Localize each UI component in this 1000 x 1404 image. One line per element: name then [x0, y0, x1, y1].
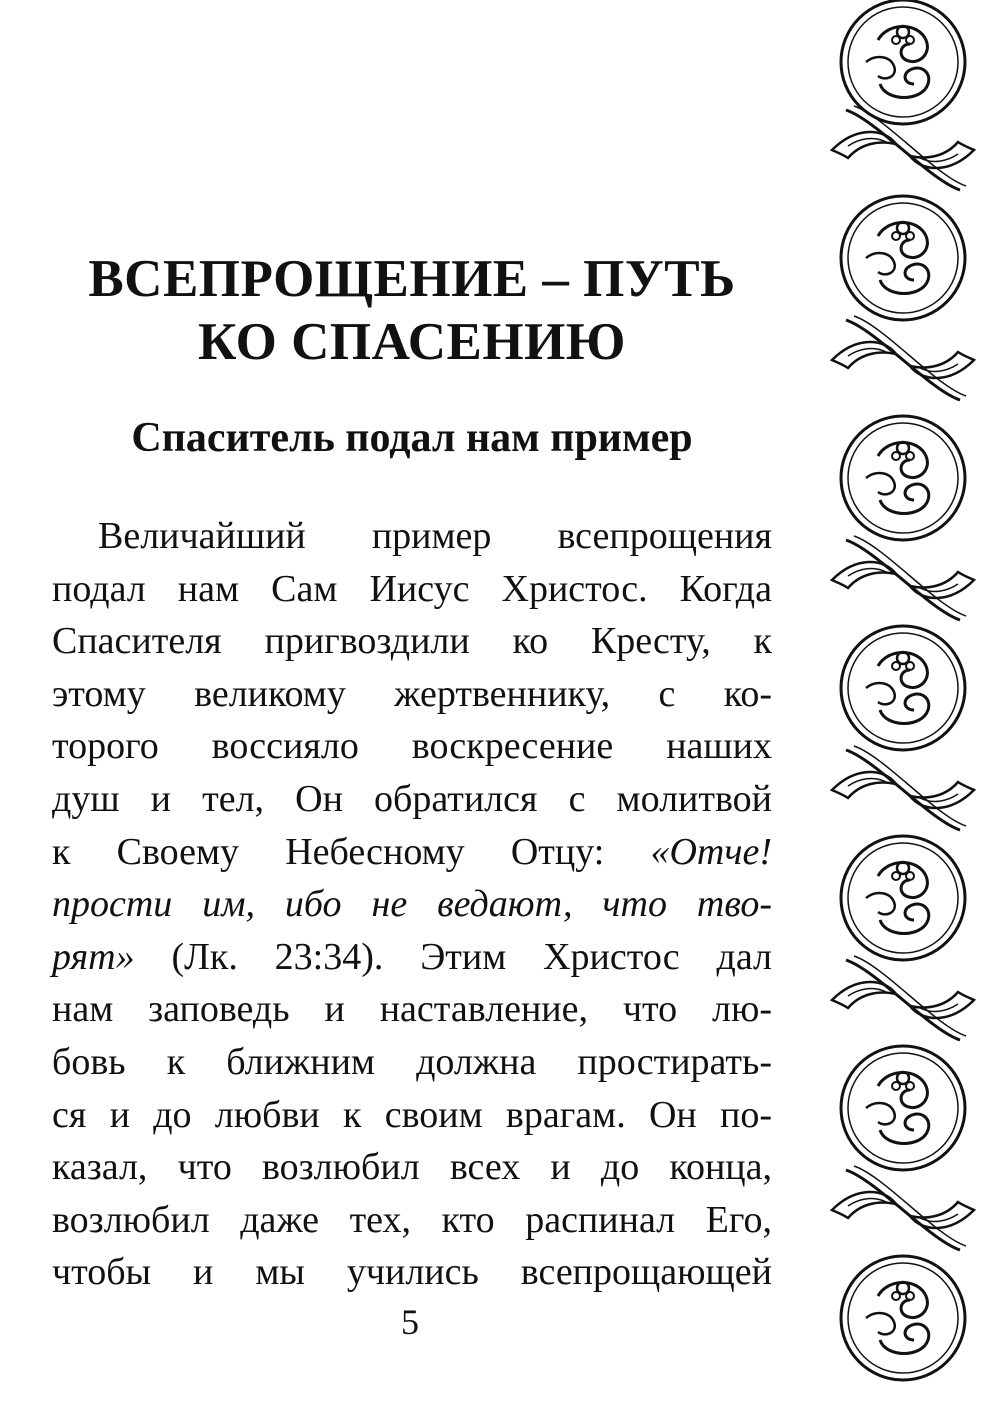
text-line — [52, 878, 772, 931]
text-line: подал нам Сам Иисус Христос. Когда — [52, 567, 772, 610]
text-line: Величайший пример всепрощения — [98, 515, 772, 557]
quote-text: рят» — [52, 935, 135, 978]
text-line: душ и тел, Он обратился с молитвой — [52, 777, 772, 820]
quote-text: прости им, ибо не ведают, что тво- — [52, 883, 772, 926]
text-line: ся и до любви к своим врагам. Он по- — [52, 1093, 772, 1136]
text-line: бовь к ближним должна простирать- — [52, 1040, 772, 1083]
chapter-title — [52, 248, 772, 374]
text-line: чтобы и мы учились всепрощающей — [52, 1251, 772, 1294]
chapter-title-line-2: КО СПАСЕНИЮ — [198, 313, 626, 371]
text-line: нам заповедь и наставление, что лю- — [52, 988, 772, 1031]
section-subtitle: Спаситель подал нам пример — [131, 415, 693, 461]
text-line — [52, 826, 772, 879]
text-segment: к Своему Небесному Отцу: — [52, 830, 651, 873]
quote-text: «Отче! — [650, 830, 772, 873]
text-segment: (Лк. 23:34). Этим Христос дал — [134, 935, 772, 978]
text-line — [52, 931, 772, 984]
chapter-title-line-1: ВСЕПРОЩЕНИЕ – ПУТЬ — [88, 250, 736, 308]
text-line: этому великому жертвеннику, с ко- — [52, 672, 772, 715]
text-line: торого воссияло воскресение наших — [52, 725, 772, 768]
text-line: Спасителя пригвоздили ко Кресту, к — [52, 620, 772, 663]
text-line: возлюбил даже тех, кто распинал Его, — [52, 1198, 772, 1241]
floral-vine-border-ornament — [826, 0, 980, 1404]
text-line: казал, что возлюбил всех и до конца, — [52, 1146, 772, 1189]
page-number: 5 — [401, 1302, 419, 1342]
body-paragraph — [52, 510, 772, 1299]
